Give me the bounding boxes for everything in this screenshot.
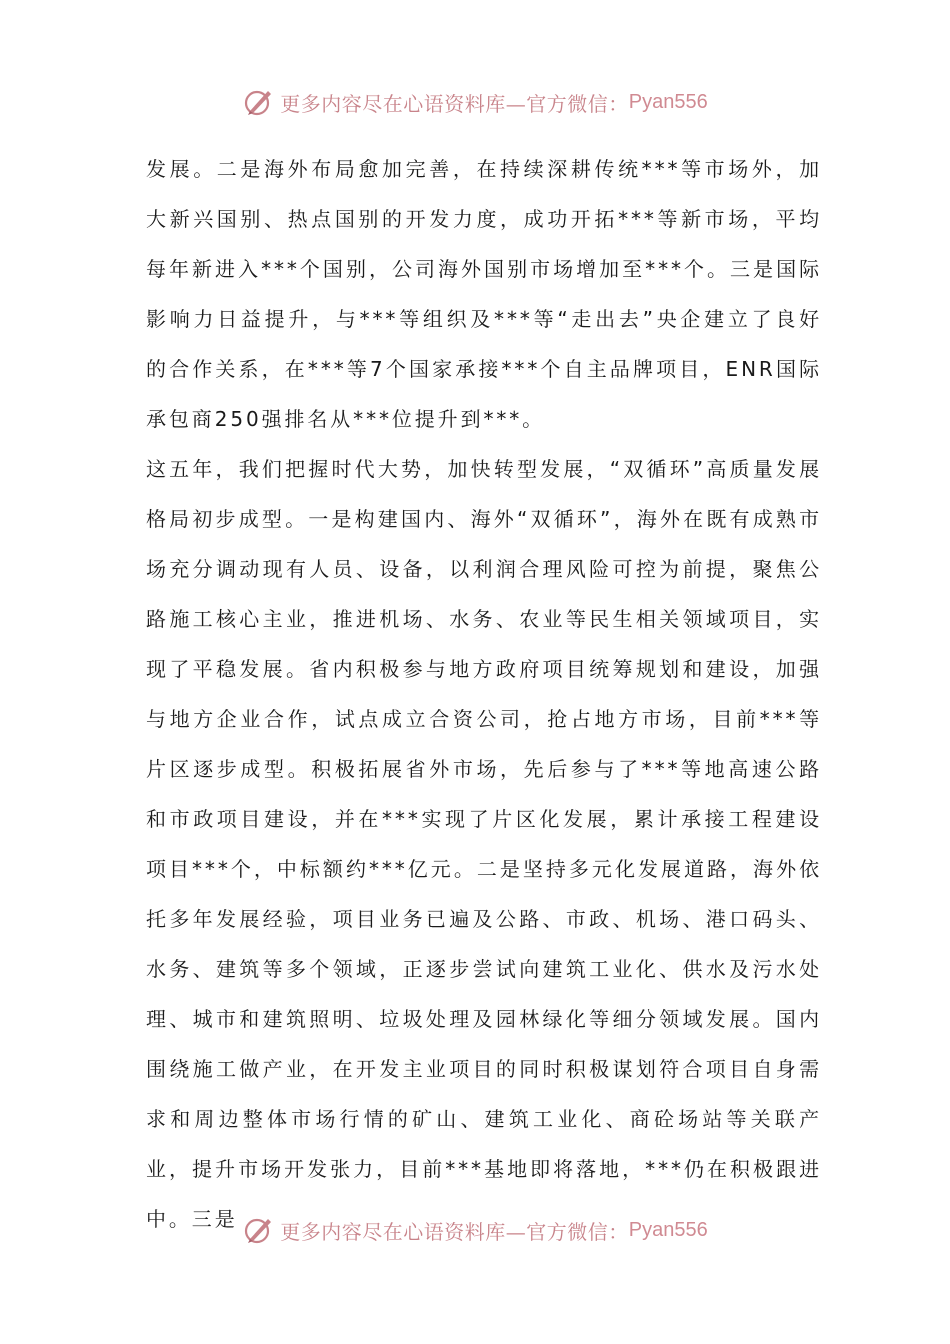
paragraph-1: 发展。二是海外布局愈加完善，在持续深耕传统***等市场外，加大新兴国别、热点国别的开发力度，成功开拓***等新市场，平均每年新进入***个国别，公司海外国别市场增加至***个。三是国际影响力日益提升，与***等组织及***等“走出去”央企建立了良好的合作关系，在***等7个国家承接***个自主品牌项目，ENR国际承包商250强排名从***位提升到***。 <box>146 157 822 431</box>
watermark-text: 更多内容尽在心语资料库—官方微信： <box>280 91 629 116</box>
footer-watermark <box>0 1210 950 1250</box>
watermark-wechat-id: Pyan556 <box>628 1218 708 1241</box>
paragraph-2: 这五年，我们把握时代大势，加快转型发展，“双循环”高质量发展格局初步成型。一是构建国内、海外“双循环”，海外在既有成熟市场充分调动现有人员、设备，以利润合理风险可控为前提，聚焦公路施工核心主业，推进机场、水务、农业等民生相关领域项目，实现了平稳发展。省内积极参与地方政府项目统筹规划和建设，加强与地方企业合作，试点成立合资公司，抢占地方市场，目前***等片区逐步成型。积极拓展省外市场，先后参与了***等地高速公路和市政项目建设，并在***实现了片区化发展，累计承接工程建设项目***个，中标额约***亿元。二是坚持多元化发展道路，海外依托多年发展经验，项目业务已遍及公路、市政、机场、港口码头、水务、建筑等多个领域，正逐步尝试向建筑工业化、供水及污水处理、城市和建筑照明、垃圾处理及园林绿化等细分领域发展。国内围绕施工做产业，在开发主业项目的同时积极谋划符合项目自身需求和周边整体市场行情的矿山、建筑工业化、商砼场站等关联产业，提升市场开发张力，目前***基地即将落地，***仍在积极跟进中。三是 <box>146 457 822 1231</box>
pen-logo-icon <box>242 85 276 119</box>
header-watermark <box>0 82 950 122</box>
watermark-text: 更多内容尽在心语资料库—官方微信： <box>280 1219 629 1244</box>
document-body <box>146 144 822 1244</box>
pen-logo-icon <box>242 1213 276 1247</box>
watermark-wechat-id: Pyan556 <box>628 90 708 113</box>
